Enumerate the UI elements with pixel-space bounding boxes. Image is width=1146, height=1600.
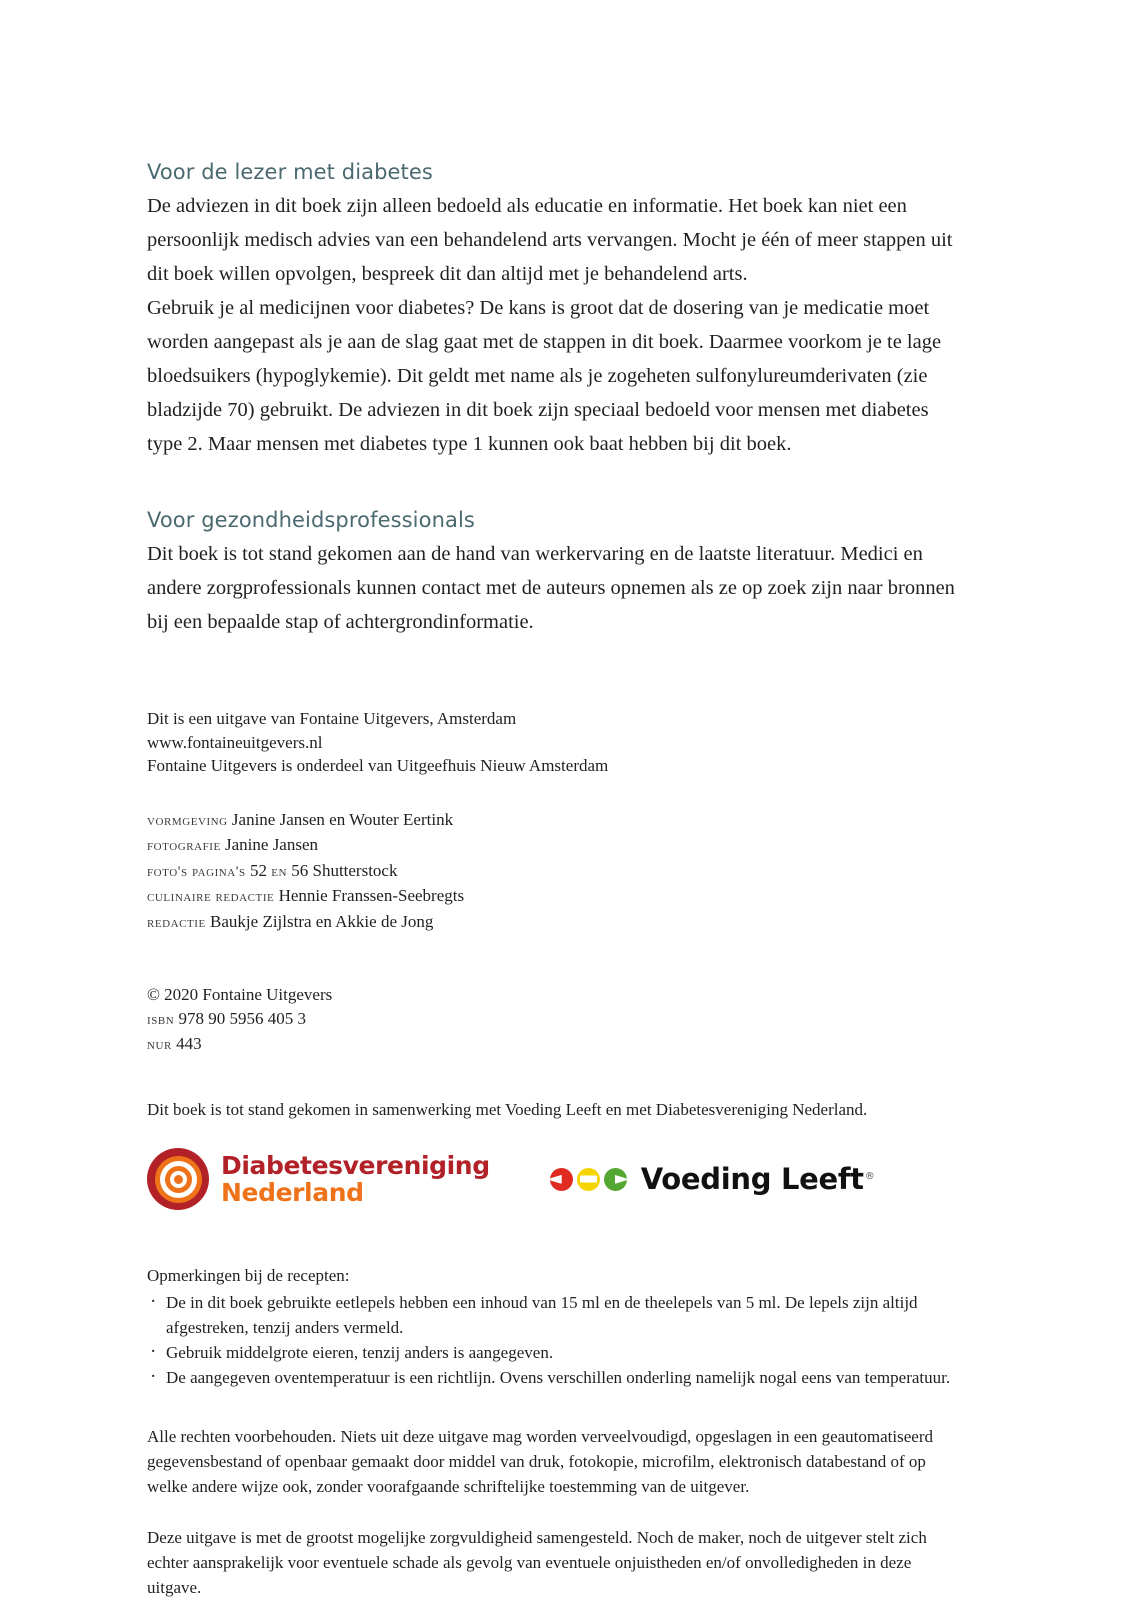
professionals-paragraph: Dit boek is tot stand gekomen aan de hand van werkervaring en de laatste literatuur. Medici en andere zorgprofessionals kunnen contact met de auteurs opnemen als ze op zoek zijn naar bronnen bij een bepaalde stap of achtergrondinformatie. xyxy=(147,543,955,634)
publisher-website: www.fontaineuitgevers.nl xyxy=(147,732,323,752)
isbn-label: isbn xyxy=(147,1011,175,1028)
credit-culinaire-redactie xyxy=(147,884,967,910)
list-item: · Gebruik middelgrote eieren, tenzij anders is aangegeven. xyxy=(147,1340,967,1365)
credit-label: redactie xyxy=(147,914,206,931)
concentric-target-icon xyxy=(147,1148,209,1210)
credit-label: vormgeving xyxy=(147,812,228,829)
recipe-notes-intro: Opmerkingen bij de recepten: xyxy=(147,1266,350,1286)
nur-line xyxy=(147,1032,967,1058)
credit-fotos-paginas xyxy=(147,859,967,885)
heading-voor-de-lezer: Voor de lezer met diabetes xyxy=(147,160,433,184)
credits-block xyxy=(147,808,967,936)
disclaimer-paragraph: Deze uitgave is met de grootst mogelijke zorgvuldigheid samengesteld. Noch de maker, noch de uitgever stelt zich echter aansprakelijk voor eventuele schade als gevolg van eventuele onjuistheden en/of onvolledigheden in deze uitgave. xyxy=(147,1528,927,1598)
credit-value: Baukje Zijlstra en Akkie de Jong xyxy=(210,911,434,931)
cooperation-line: Dit boek is tot stand gekomen in samenwerking met Voeding Leeft en met Diabetesvereniging Nederland. xyxy=(147,1099,868,1119)
credit-label-part-a: foto's pagina's xyxy=(147,863,246,880)
voeding-leeft-logo xyxy=(550,1144,875,1214)
voeding-leeft-text: Voeding Leeft xyxy=(640,1162,864,1197)
isbn-value: 978 90 5956 405 3 xyxy=(178,1008,307,1028)
diabetesvereniging-nederland-logo xyxy=(147,1144,490,1214)
all-rights-reserved-paragraph: Alle rechten voorbehouden. Niets uit deze uitgave mag worden verveelvoudigd, opgeslagen in een geautomatiseerd gegevensbestand of openbaar gemaakt door middel van druk, fotokopie, microfilm, elektronisch databestand of op welke andere wijze ook, zonder voorafgaande schriftelijke toestemming van de uitgever. xyxy=(147,1427,933,1497)
nur-label: nur xyxy=(147,1037,172,1054)
diabetesvereniging-wordmark xyxy=(221,1152,490,1206)
nur-value: 443 xyxy=(176,1034,202,1054)
heading-voor-gezondheidsprofessionals: Voor gezondheidsprofessionals xyxy=(147,508,475,533)
credit-page-number-2: 56 xyxy=(291,860,309,880)
partner-logos-row xyxy=(147,1143,967,1215)
copyright-line: © 2020 Fontaine Uitgevers xyxy=(147,985,333,1005)
legal-block xyxy=(147,1424,967,1600)
publisher-line-3: Fontaine Uitgevers is onderdeel van Uitgeefhuis Nieuw Amsterdam xyxy=(147,756,609,776)
credit-value: Janine Jansen en Wouter Eertink xyxy=(231,809,454,829)
credit-label: fotografie xyxy=(147,838,221,855)
credit-value: Hennie Franssen-Seebregts xyxy=(278,886,465,906)
credit-redactie xyxy=(147,910,967,936)
voeding-leeft-wordmark xyxy=(641,1162,875,1196)
credit-page-number-1: 52 xyxy=(249,860,267,880)
credit-value: Shutterstock xyxy=(312,860,398,880)
red-dot-icon xyxy=(550,1168,573,1191)
green-dot-icon xyxy=(604,1168,627,1191)
publisher-block xyxy=(147,707,967,778)
list-item: · De in dit boek gebruikte eetlepels hebben een inhoud van 15 ml en de theelepels van 5 ml. De lepels zijn altijd afgestreken, tenzij anders vermeld. xyxy=(147,1290,967,1340)
registered-trademark-icon: ® xyxy=(864,1170,875,1182)
colofon-page xyxy=(147,160,967,1600)
logo-word-diabetesvereniging: Diabetesvereniging xyxy=(221,1151,490,1181)
yellow-dot-icon xyxy=(577,1168,600,1191)
rights-block xyxy=(147,983,967,1058)
isbn-line xyxy=(147,1007,967,1033)
reader-paragraph-1: De adviezen in dit boek zijn alleen bedoeld als educatie en informatie. Het boek kan niet een persoonlijk medisch advies van een behandelend arts vervangen. Mocht je één of meer stappen uit dit boek willen opvolgen, bespreek dit dan altijd met je behandelend arts. xyxy=(147,195,953,286)
recipe-notes-list xyxy=(147,1290,967,1390)
recipe-notes-block xyxy=(147,1263,967,1390)
credit-value: Janine Jansen xyxy=(225,835,319,855)
credit-fotografie xyxy=(147,833,967,859)
reader-paragraph-2: Gebruik je al medicijnen voor diabetes? De kans is groot dat de dosering van je medicatie moet worden aangepast als je aan de slag gaat met de stappen in dit boek. Daarmee voorkom je te lage bloedsuikers (hypoglykemie). Dit geldt met name als je zogeheten sulfonylureumderivaten (zie bladzijde 70) gebruikt. De adviezen in dit boek zijn speciaal bedoeld voor mensen met diabetes type 2. Maar mensen met diabetes type 1 kunnen ook baat hebben bij dit boek. xyxy=(147,297,942,456)
list-item: · De aangegeven oventemperatuur is een richtlijn. Ovens verschillen onderling namelijk nogal eens van temperatuur. xyxy=(147,1365,967,1390)
logo-word-nederland: Nederland xyxy=(221,1178,364,1208)
credit-label-part-b: en xyxy=(271,863,287,880)
publisher-line-1: Dit is een uitgave van Fontaine Uitgevers, Amsterdam xyxy=(147,709,517,729)
traffic-light-dots-icon xyxy=(550,1168,631,1191)
credit-label: culinaire redactie xyxy=(147,889,275,906)
credit-vormgeving xyxy=(147,808,967,834)
